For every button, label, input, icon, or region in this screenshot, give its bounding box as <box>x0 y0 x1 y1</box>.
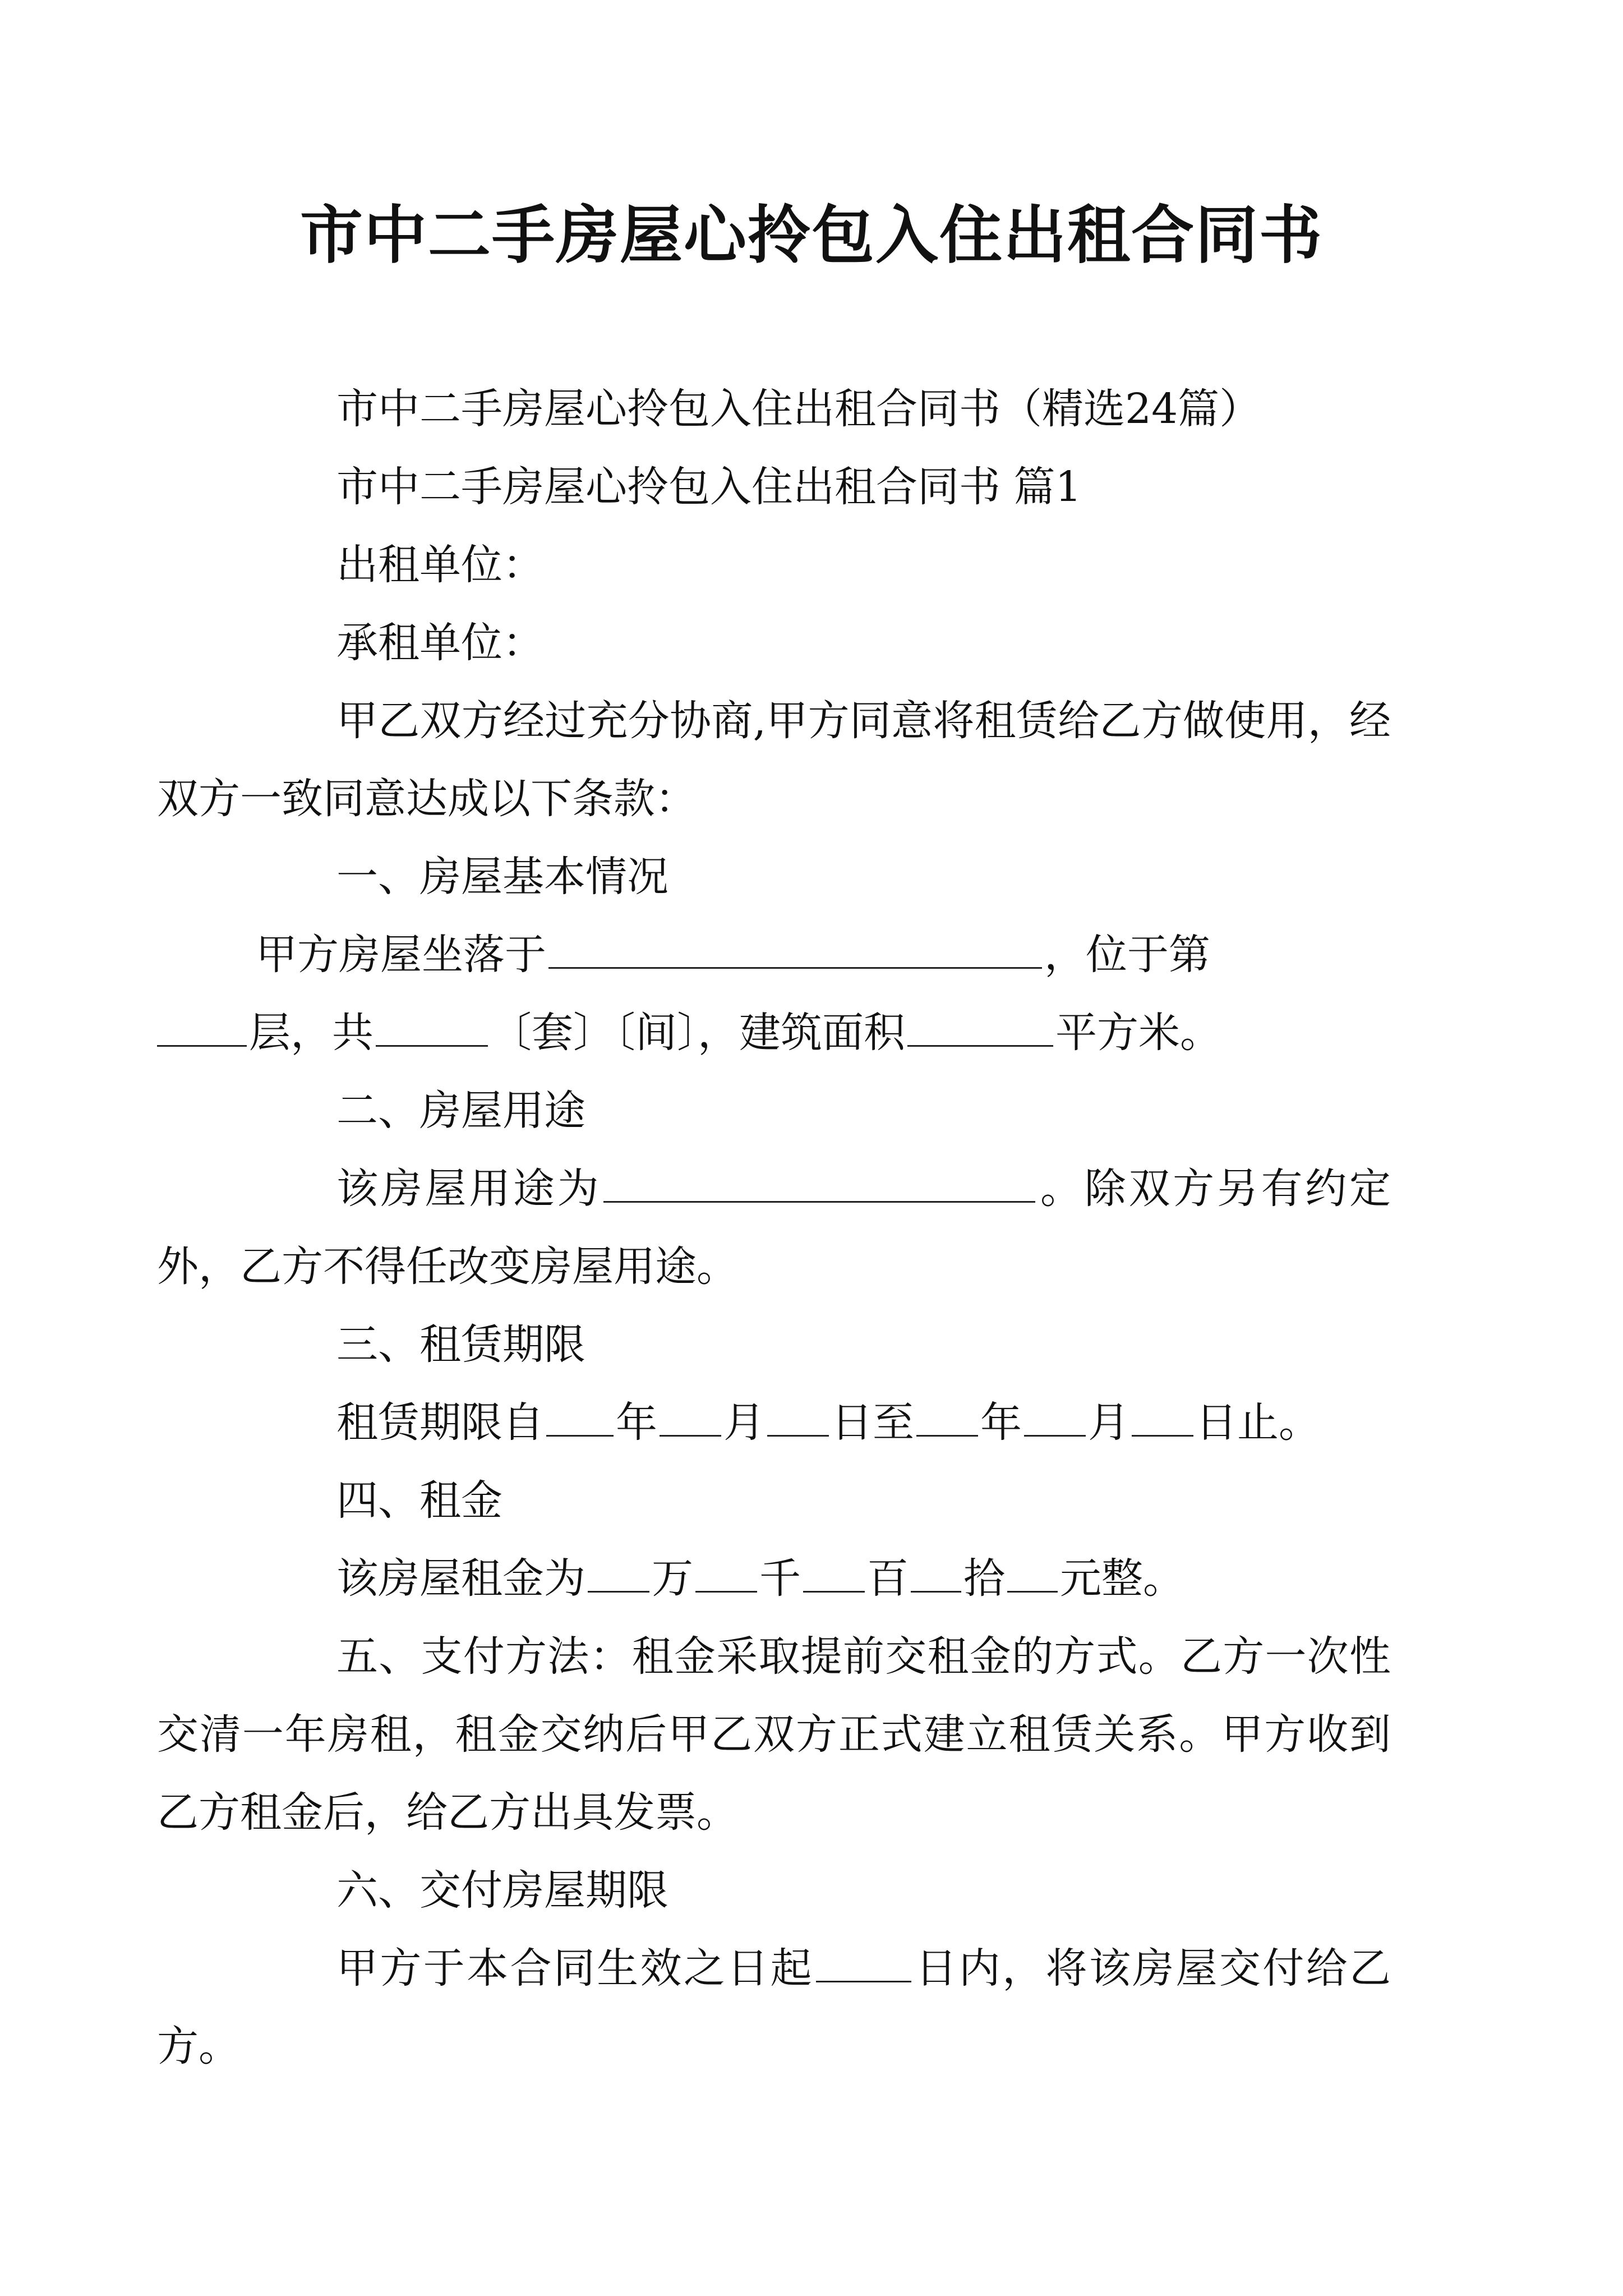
text-segment: 甲方于本合同生效之日起 <box>336 1944 814 1993</box>
text-segment: 年 <box>616 1398 657 1447</box>
text-segment: 千 <box>759 1554 801 1603</box>
blank-line <box>907 1006 1053 1047</box>
paragraph <box>157 1150 1391 1306</box>
blank-line <box>603 1162 1035 1203</box>
text-segment: 平方米。 <box>1055 1009 1221 1057</box>
text-segment: 月 <box>1088 1398 1129 1447</box>
text-segment: 租赁期限自 <box>336 1398 544 1447</box>
paragraph: 五、支付方法：租金采取提前交租金的方式。乙方一次性交清一年房租，租金交纳后甲乙双方正式建立租赁关系。甲方收到乙方租金后，给乙方出具发票。 <box>157 1632 1391 1837</box>
blank-line <box>546 1396 614 1437</box>
text-segment: 拾 <box>963 1554 1005 1603</box>
blank-line <box>911 1552 961 1593</box>
text-segment: 年 <box>980 1398 1022 1447</box>
text-segment: 元整。 <box>1060 1554 1184 1603</box>
text-segment: 万 <box>652 1554 693 1603</box>
blank-line <box>816 1941 911 1982</box>
blank-line <box>803 1552 865 1593</box>
paragraph: 承租单位： <box>336 619 544 667</box>
blank-line <box>767 1396 829 1437</box>
paragraph: 市中二手房屋心拎包入住出租合同书（精选24篇） <box>336 385 1261 433</box>
text-segment: 甲方房屋坐落于 <box>256 931 546 979</box>
blank-line <box>588 1552 649 1593</box>
text-segment: 日内，将该房屋交付给乙方。 <box>157 1944 1391 2070</box>
section-heading: 六、交付房屋期限 <box>336 1866 668 1915</box>
paragraph <box>247 1540 1391 1618</box>
blank-line <box>1007 1552 1058 1593</box>
blank-line <box>1132 1396 1193 1437</box>
blank-line <box>157 1006 247 1047</box>
text-segment: 该房屋租金为 <box>336 1554 585 1603</box>
section-heading: 一、房屋基本情况 <box>336 853 668 901</box>
paragraph: 出租单位： <box>336 541 544 589</box>
blank-line <box>660 1396 721 1437</box>
document-body <box>157 370 1391 2086</box>
paragraph: 市中二手房屋心拎包入住出租合同书 篇1 <box>336 463 1082 511</box>
paragraph: 甲乙双方经过充分协商,甲方同意将租赁给乙方做使用，经双方一致同意达成以下条款： <box>157 697 1391 823</box>
blank-line <box>548 928 1042 969</box>
blank-line <box>376 1006 488 1047</box>
text-segment: 日至 <box>831 1398 914 1447</box>
paragraph <box>157 1930 1391 2086</box>
text-segment: 百 <box>867 1554 909 1603</box>
section-heading: 三、租赁期限 <box>336 1320 585 1369</box>
text-segment: 日止。 <box>1196 1398 1320 1447</box>
text-segment: ，位于第 <box>1044 931 1210 979</box>
text-segment: 月 <box>723 1398 765 1447</box>
section-heading: 四、租金 <box>336 1476 502 1525</box>
paragraph <box>247 1384 1391 1462</box>
blank-line <box>1024 1396 1086 1437</box>
text-segment: 层，共 <box>249 1009 374 1057</box>
document-title: 市中二手房屋心拎包入住出租合同书 <box>300 199 1323 272</box>
text-segment: 〔套〕〔间〕，建筑面积 <box>490 1009 905 1057</box>
text-segment: 。除双方另有约定外，乙方不得任改变房屋用途。 <box>157 1165 1391 1291</box>
paragraph <box>157 916 1391 1072</box>
section-heading: 二、房屋用途 <box>336 1087 585 1135</box>
blank-line <box>695 1552 757 1593</box>
blank-line <box>916 1396 978 1437</box>
text-segment: 该房屋用途为 <box>336 1165 602 1213</box>
